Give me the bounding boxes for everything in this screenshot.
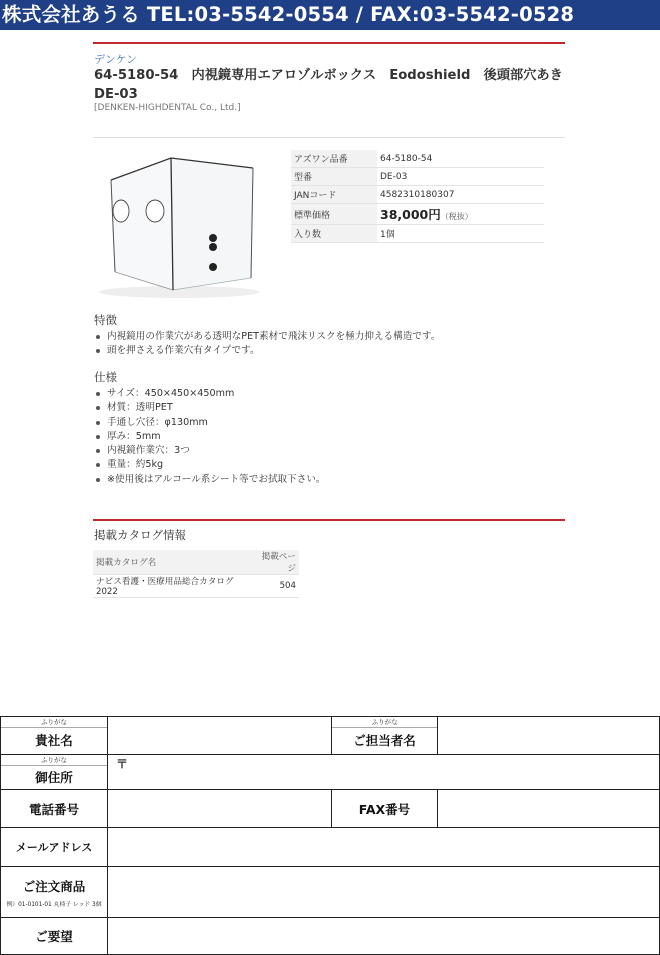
list-item: 厚み：5mm — [94, 430, 326, 444]
phone-label: 電話番号 — [1, 790, 108, 828]
spec-row — [291, 225, 544, 243]
list-item: 重量：約5kg — [94, 458, 326, 472]
person-label: ご担当者名 — [353, 733, 416, 748]
price-key: 標準価格 — [291, 204, 377, 225]
catalog-col-name: 掲載カタログ名 — [93, 550, 252, 575]
list-item: サイズ：450×450×450mm — [94, 387, 326, 401]
price-value: 38,000円 — [380, 207, 441, 222]
address-label: 御住所 — [35, 770, 73, 785]
catalog-table — [93, 550, 299, 598]
request-label: ご要望 — [1, 918, 108, 955]
furigana-label: ふりがな — [332, 717, 438, 728]
list-item: 内視鏡作業穴：3つ — [94, 444, 326, 458]
specs-list — [94, 387, 326, 487]
price-row — [291, 204, 544, 225]
request-input[interactable] — [107, 918, 659, 955]
order-label-cell — [1, 867, 108, 918]
company-label-cell — [1, 717, 108, 755]
phone-input[interactable] — [107, 790, 331, 828]
spec-key: JANコード — [291, 186, 377, 204]
spec-value: 64-5180-54 — [377, 150, 544, 168]
person-label-cell — [331, 717, 438, 755]
catalog-name: ナビス看護・医療用品総合カタログ2022 — [93, 575, 252, 598]
zip-mark: 〒 — [115, 757, 128, 771]
qty-value: 1個 — [377, 225, 544, 243]
order-label: ご注文商品 — [22, 878, 86, 894]
fax-input[interactable] — [438, 790, 660, 828]
spec-table — [291, 150, 544, 243]
order-input[interactable] — [107, 867, 659, 918]
spec-key: 型番 — [291, 168, 377, 186]
list-item: 内視鏡用の作業穴がある透明なPET素材で飛沫リスクを極力抑える構造です。 — [94, 330, 440, 344]
spec-value: 4582310180307 — [377, 186, 544, 204]
features-list — [94, 330, 440, 359]
spec-row — [291, 168, 544, 186]
catalog-page: 504 — [252, 575, 300, 598]
furigana-label: ふりがな — [1, 755, 107, 766]
spec-row — [291, 150, 544, 168]
email-label: メールアドレス — [1, 828, 108, 867]
qty-key: 入り数 — [291, 225, 377, 243]
list-item: 材質：透明PET — [94, 401, 326, 415]
order-form — [0, 716, 660, 955]
address-input[interactable] — [107, 755, 659, 790]
order-example: 例）01-0101-01 丸椅子 レッド 3個 — [6, 901, 102, 908]
spec-row — [291, 186, 544, 204]
spec-key: アズワン品番 — [291, 150, 377, 168]
email-input[interactable] — [107, 828, 659, 867]
catalog-heading: 掲載カタログ情報 — [94, 528, 186, 542]
furigana-label: ふりがな — [1, 717, 107, 728]
list-item: ※使用後はアルコール系シート等でお拭取下さい。 — [94, 473, 326, 487]
specs-heading: 仕様 — [94, 370, 117, 384]
catalog-col-page: 掲載ページ — [252, 550, 300, 575]
list-item: 手通し穴径：φ130mm — [94, 416, 326, 430]
divider — [93, 137, 565, 138]
price-tax: （税抜） — [440, 212, 473, 221]
header-rule — [93, 42, 565, 44]
address-label-cell — [1, 755, 108, 790]
catalog-rule — [93, 519, 565, 521]
product-image — [93, 150, 271, 302]
company-name: [DENKEN-HIGHDENTAL Co., Ltd.] — [94, 103, 241, 113]
contact-banner: 株式会社あうる TEL:03-5542-0554 / FAX:03-5542-0528 — [0, 0, 660, 30]
features-heading: 特徴 — [94, 313, 117, 327]
product-title: 64-5180-54 内視鏡専用エアロゾルボックス Eodoshield 後頭部穴あき DE-03 — [94, 68, 576, 102]
company-label: 貴社名 — [35, 733, 73, 748]
table-row — [93, 575, 299, 598]
person-input[interactable] — [438, 717, 660, 755]
fax-label: FAX番号 — [331, 790, 438, 828]
list-item: 頭を押さえる作業穴有タイプです。 — [94, 344, 440, 358]
spec-value: DE-03 — [377, 168, 544, 186]
company-input[interactable] — [107, 717, 331, 755]
maker-link[interactable]: デンケン — [94, 53, 138, 66]
